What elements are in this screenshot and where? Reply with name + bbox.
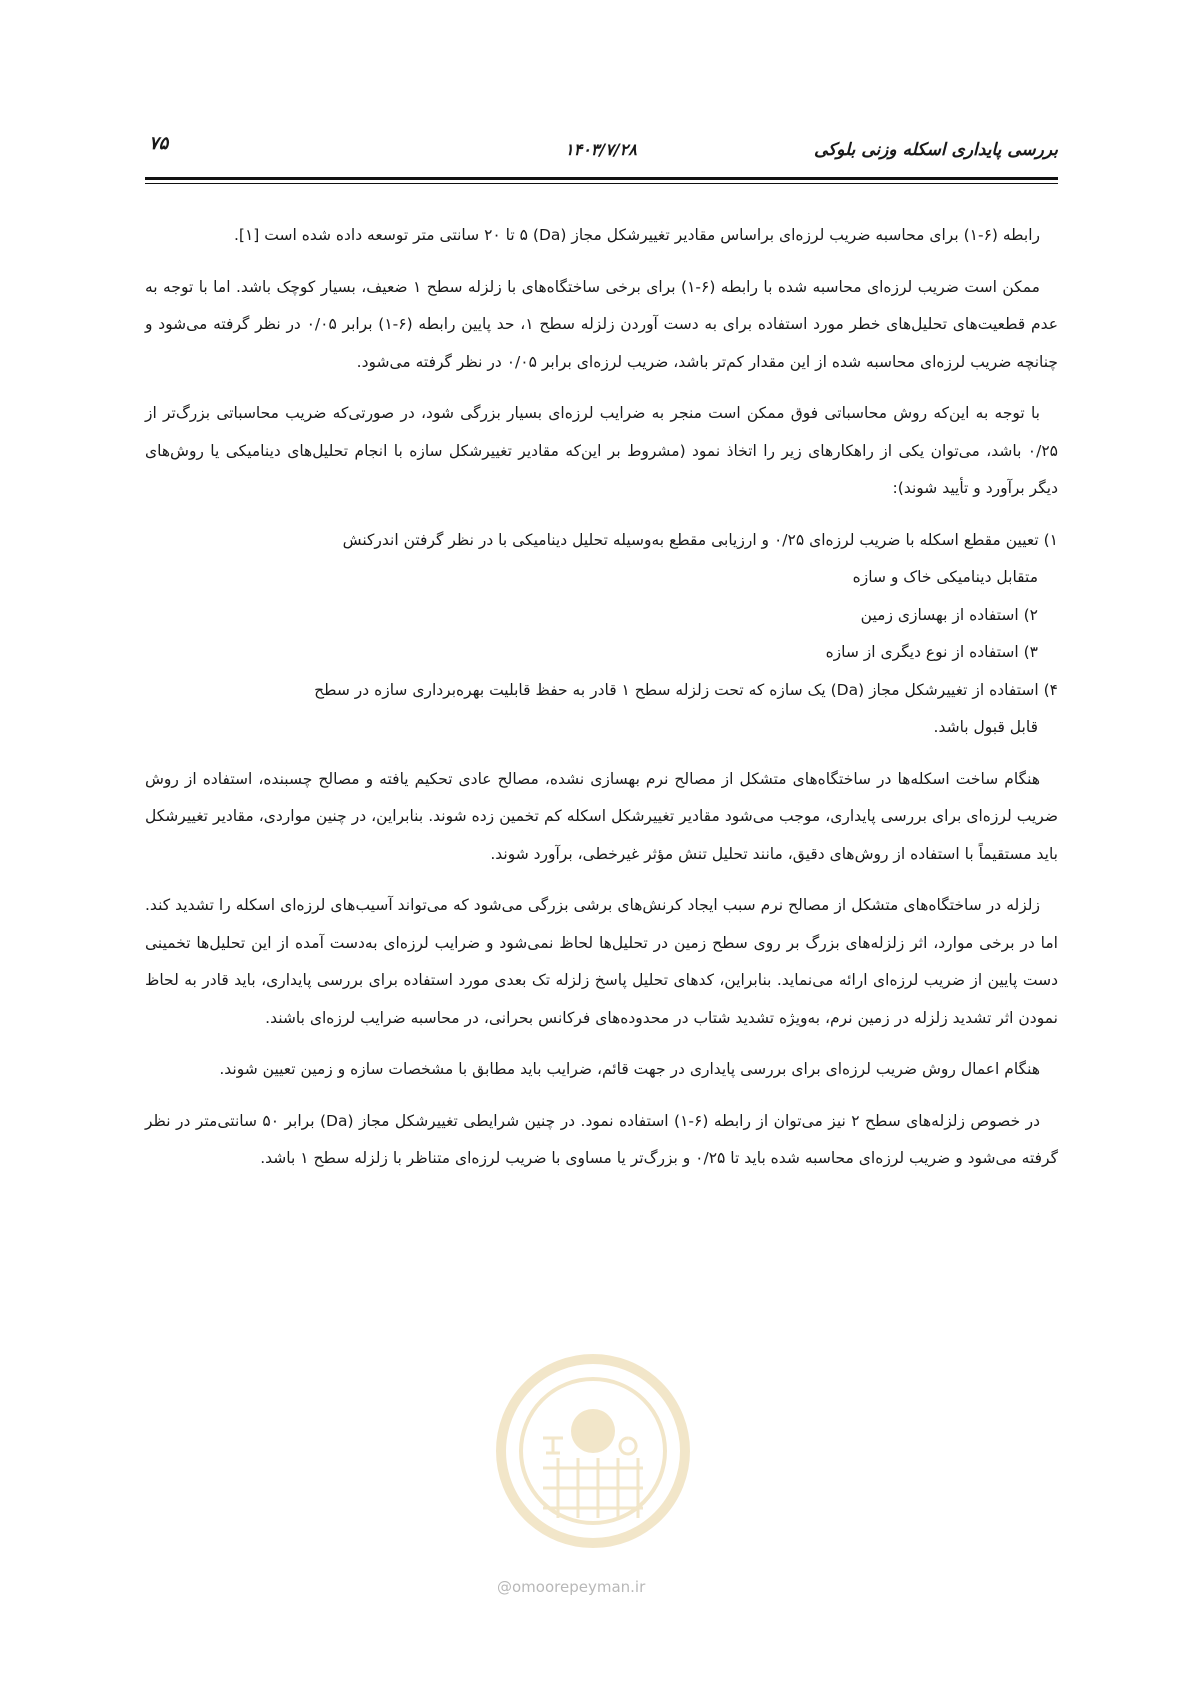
list-item-2: ۲) استفاده از بهسازی زمین	[860, 605, 1038, 624]
list-item-4: ۴) استفاده از تغییرشکل مجاز (Da) یک سازه که تحت زلزله سطح ۱ قادر به حفظ قابلیت بهره‌برداری سازه در سطح	[314, 680, 1058, 699]
document-body	[145, 217, 1058, 1192]
watermark-site: @omoorepeyman.ir	[497, 1578, 646, 1596]
header-rule-thick	[145, 177, 1058, 180]
paragraph-3: با توجه به این‌که روش محاسباتی فوق ممکن است منجر به ضرایب لرزه‌ای بسیار بزرگی شود، در صورتی‌که ضریب محاسباتی بزرگ‌تر از ۰/۲۵ باشد، می‌توان یکی از راهکارهای زیر را اتخاذ نمود (مشروط بر این‌که مقادیر تغییرشکل سازه با انجام تحلیل‌های دینامیکی یا روش‌های دیگر برآورد و تأیید شوند):	[145, 404, 1058, 497]
watermark-gear-icon	[620, 1438, 636, 1454]
paragraph-5: زلزله در ساختگاه‌های متشکل از مصالح نرم سبب ایجاد کرنش‌های برشی بزرگی می‌شود که می‌تواند آسیب‌های لرزه‌ای اسکله را تشدید کند. اما در برخی موارد، اثر زلزله‌های بزرگ بر روی سطح زمین در تحلیل‌ها لحاظ نمی‌شود و ضرایب لرزه‌ای به‌دست آمده از این تحلیل‌ها تخمینی دست پایین از ضریب لرزه‌ای ارائه می‌نماید. بنابراین، کدهای تحلیل پاسخ زلزله تک بعدی مورد استفاده برای بررسی پایداری، باید قادر به لحاظ نمودن اثر تشدید زلزله در زمین نرم، به‌ویژه تشدید شتاب در محدوده‌های فرکانس بحرانی، در محاسبه ضرایب لرزه‌ای باشند.	[145, 896, 1058, 1027]
list-item-4-continued: قابل قبول باشد.	[933, 718, 1038, 736]
paragraph-1: رابطه (۶-۱) برای محاسبه ضریب لرزه‌ای براساس مقادیر تغییرشکل مجاز (Da) ۵ تا ۲۰ سانتی متر توسعه داده شده است [۱].	[233, 226, 1040, 244]
list-item-1-continued: متقابل دینامیکی خاک و سازه	[852, 568, 1038, 586]
watermark-grid-icon	[543, 1458, 643, 1518]
watermark-emblem	[571, 1409, 615, 1453]
page-header	[145, 130, 1058, 170]
header-rule-thin	[145, 183, 1058, 184]
list-item-3: ۳) استفاده از نوع دیگری از سازه	[825, 643, 1038, 661]
running-title: بررسی پایداری اسکله وزنی بلوکی	[813, 140, 1058, 160]
paragraph-7: در خصوص زلزله‌های سطح ۲ نیز می‌توان از رابطه (۶-۱) استفاده نمود. در چنین شرایطی تغییرشکل مجاز (Da) برابر ۵۰ سانتی‌متر در نظر گرفته می‌شود و ضریب لرزه‌ای محاسبه شده باید تا ۰/۲۵ و بزرگ‌تر یا مساوی با ضریب لرزه‌ای متناظر با زلزله سطح ۱ باشد.	[145, 1111, 1058, 1167]
list-item-1: ۱) تعیین مقطع اسکله با ضریب لرزه‌ای ۰/۲۵ و ارزیابی مقطع به‌وسیله تحلیل دینامیکی با در نظر گرفتن اندرکنش	[342, 530, 1058, 549]
watermark-scale-icon	[543, 1438, 563, 1453]
paragraph-2: ممکن است ضریب لرزه‌ای محاسبه شده با رابطه (۶-۱) برای برخی ساختگاه‌های با زلزله سطح ۱ ضعیف، بسیار کوچک باشد. اما با توجه به عدم قطعیت‌های تحلیل‌های خطر مورد استفاده برای به دست آوردن زلزله سطح ۱، حد پایین رابطه (۶-۱) برابر ۰/۰۵ در نظر گرفته می‌شود و چنانچه ضریب لرزه‌ای محاسبه شده از این مقدار کم‌تر باشد، ضریب لرزه‌ای برابر ۰/۰۵ در نظر گرفته می‌شود.	[145, 277, 1059, 371]
watermark-logo	[488, 1343, 698, 1573]
paragraph-6: هنگام اعمال روش ضریب لرزه‌ای برای بررسی پایداری در جهت قائم، ضرایب باید مطابق با مشخصات سازه و زمین تعیین شوند.	[219, 1060, 1040, 1078]
at-icon: @	[497, 1578, 512, 1596]
header-date: ۱۴۰۳/۷/۲۸	[565, 140, 637, 159]
page-number: ۷۵	[149, 133, 169, 154]
paragraph-4: هنگام ساخت اسکله‌ها در ساختگاه‌های متشکل از مصالح نرم بهسازی نشده، مصالح عادی تحکیم یافته و مصالح چسبنده، استفاده از روش ضریب لرزه‌ای برای بررسی پایداری، موجب می‌شود مقادیر تغییرشکل اسکله کم تخمین زده شوند. بنابراین، در چنین مواردی، مقادیر تغییرشکل باید مستقیماً با استفاده از روش‌های دقیق، مانند تحلیل تنش مؤثر غیرخطی، برآورد شوند.	[145, 769, 1058, 863]
